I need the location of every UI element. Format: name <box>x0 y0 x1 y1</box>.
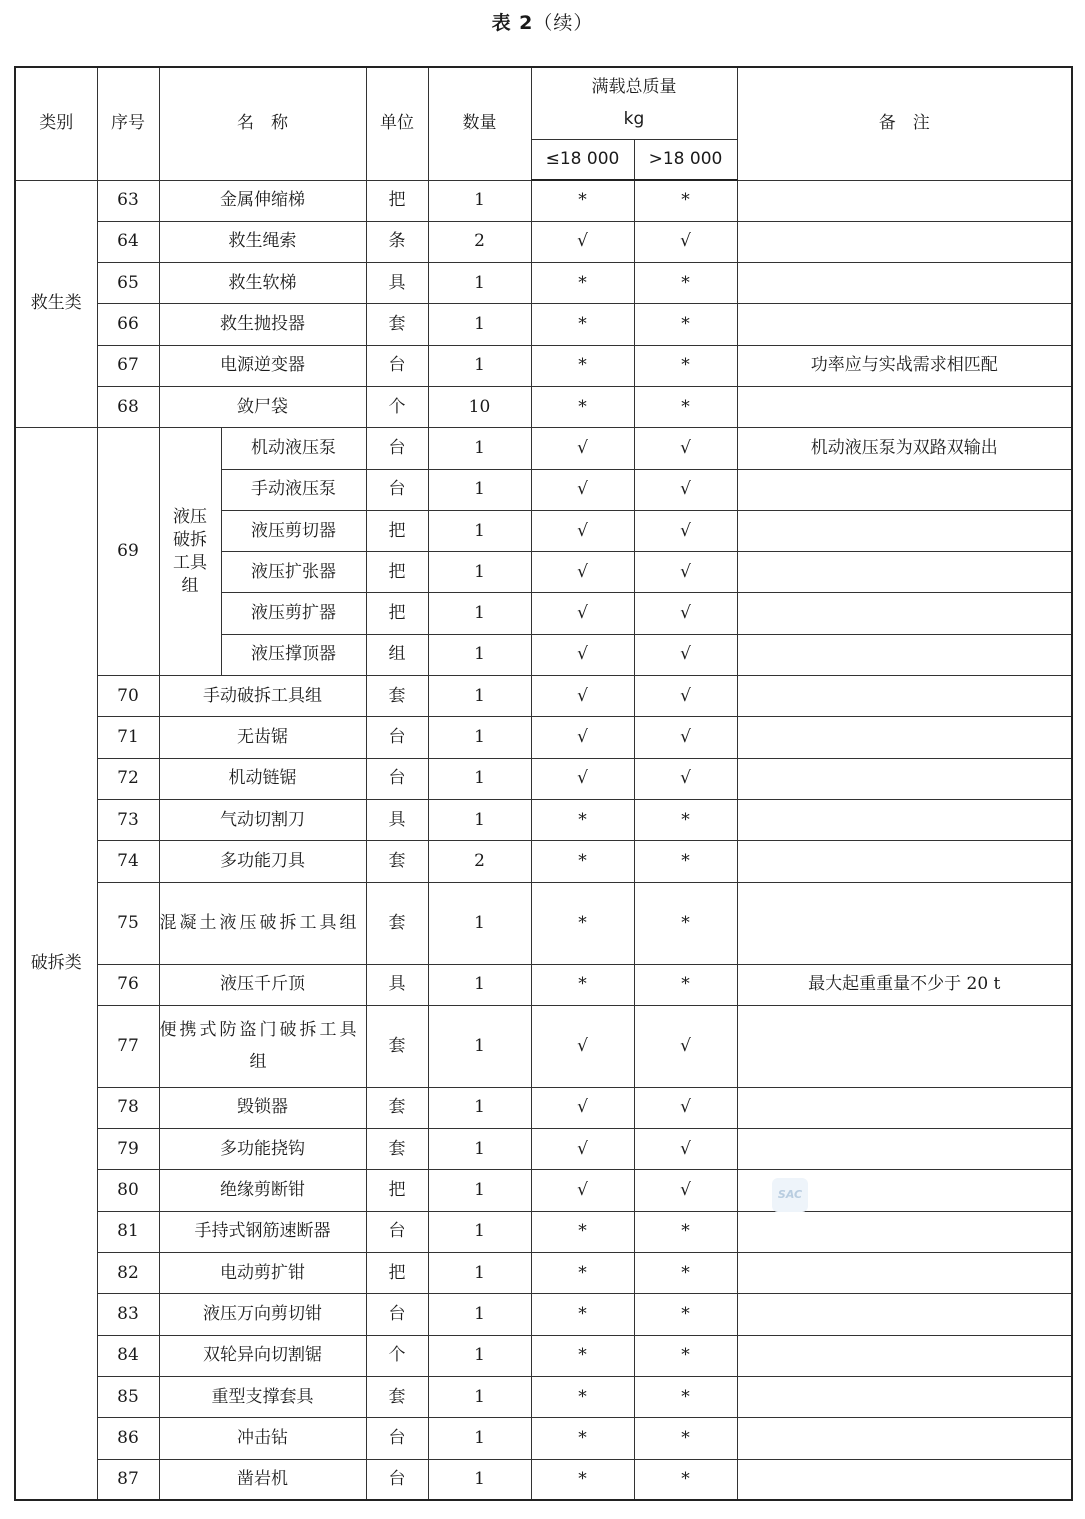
name-cell: 手动破拆工具组 <box>159 676 366 717</box>
seq-cell: 66 <box>97 304 159 345</box>
name-cell: 混凝土液压破拆工具组 <box>159 882 366 964</box>
qty-cell: 1 <box>428 1170 531 1211</box>
seq-cell: 82 <box>97 1253 159 1294</box>
mass-gt-cell: * <box>634 1294 737 1335</box>
mass-gt-cell: √ <box>634 510 737 551</box>
qty-cell: 2 <box>428 221 531 262</box>
unit-cell: 条 <box>366 221 428 262</box>
remark-cell <box>737 1253 1072 1294</box>
unit-cell: 把 <box>366 180 428 221</box>
mass-le-cell: * <box>531 1335 634 1376</box>
name-cell: 救生软梯 <box>159 263 366 304</box>
name-cell: 电源逆变器 <box>159 345 366 386</box>
seq-cell: 76 <box>97 964 159 1005</box>
unit-cell: 把 <box>366 552 428 593</box>
remark-cell <box>737 1294 1072 1335</box>
table-row <box>15 1253 1072 1294</box>
remark-cell <box>737 1005 1072 1087</box>
mass-le-cell: √ <box>531 758 634 799</box>
seq-cell: 63 <box>97 180 159 221</box>
qty-cell: 1 <box>428 1253 531 1294</box>
mass-gt-cell: √ <box>634 428 737 469</box>
seq-cell: 73 <box>97 799 159 840</box>
mass-gt-cell: √ <box>634 552 737 593</box>
mass-gt-cell: * <box>634 304 737 345</box>
mass-gt-cell: * <box>634 1253 737 1294</box>
name-cell: 重型支撑套具 <box>159 1376 366 1417</box>
mass-le-cell: √ <box>531 469 634 510</box>
unit-cell: 把 <box>366 1170 428 1211</box>
mass-le-cell: √ <box>531 552 634 593</box>
mass-gt-cell: * <box>634 263 737 304</box>
seq-cell: 80 <box>97 1170 159 1211</box>
remark-cell <box>737 1129 1072 1170</box>
table-row <box>15 1294 1072 1335</box>
table-row <box>15 428 1072 469</box>
remark-cell <box>737 1459 1072 1500</box>
unit-cell: 套 <box>366 1129 428 1170</box>
qty-cell: 1 <box>428 1211 531 1252</box>
table-row <box>15 882 1072 964</box>
unit-cell: 套 <box>366 1005 428 1087</box>
table-row <box>15 841 1072 882</box>
header-name: 名 称 <box>159 67 366 180</box>
unit-cell: 台 <box>366 469 428 510</box>
qty-cell: 1 <box>428 799 531 840</box>
name-cell: 绝缘剪断钳 <box>159 1170 366 1211</box>
mass-gt-cell: √ <box>634 1129 737 1170</box>
mass-le-cell: √ <box>531 1170 634 1211</box>
table-row <box>15 221 1072 262</box>
mass-gt-cell: √ <box>634 634 737 675</box>
unit-cell: 台 <box>366 345 428 386</box>
mass-gt-cell: √ <box>634 1005 737 1087</box>
mass-le-cell: √ <box>531 428 634 469</box>
mass-le-cell: * <box>531 1376 634 1417</box>
mass-gt-cell: * <box>634 1459 737 1500</box>
name-cell: 气动切割刀 <box>159 799 366 840</box>
qty-cell: 1 <box>428 1459 531 1500</box>
name-cell: 凿岩机 <box>159 1459 366 1500</box>
seq-cell: 83 <box>97 1294 159 1335</box>
mass-gt-cell: √ <box>634 593 737 634</box>
mass-le-cell: * <box>531 841 634 882</box>
seq-cell: 84 <box>97 1335 159 1376</box>
seq-cell: 85 <box>97 1376 159 1417</box>
table-row <box>15 1335 1072 1376</box>
unit-cell: 台 <box>366 717 428 758</box>
remark-cell <box>737 634 1072 675</box>
seq-cell: 86 <box>97 1418 159 1459</box>
remark-cell <box>737 593 1072 634</box>
table-row <box>15 304 1072 345</box>
header-unit: 单位 <box>366 67 428 180</box>
table-row <box>15 1459 1072 1500</box>
name-cell: 手动液压泵 <box>221 469 366 510</box>
unit-cell: 个 <box>366 386 428 427</box>
table-row <box>15 758 1072 799</box>
remark-cell <box>737 1087 1072 1128</box>
remark-cell <box>737 1211 1072 1252</box>
seq-cell: 81 <box>97 1211 159 1252</box>
remark-cell: 最大起重重量不少于 20 t <box>737 964 1072 1005</box>
category-cell: 破拆类 <box>15 428 97 1501</box>
name-cell: 机动链锯 <box>159 758 366 799</box>
unit-cell: 个 <box>366 1335 428 1376</box>
header-mass <box>531 67 737 139</box>
mass-gt-cell: √ <box>634 469 737 510</box>
name-cell: 机动液压泵 <box>221 428 366 469</box>
name-cell: 敛尸袋 <box>159 386 366 427</box>
qty-cell: 1 <box>428 1335 531 1376</box>
qty-cell: 2 <box>428 841 531 882</box>
unit-cell: 套 <box>366 1376 428 1417</box>
name-cell: 液压撑顶器 <box>221 634 366 675</box>
qty-cell: 1 <box>428 1294 531 1335</box>
mass-le-cell: * <box>531 304 634 345</box>
mass-gt-cell: * <box>634 1335 737 1376</box>
header-mass-unit: kg <box>623 109 645 130</box>
table-row <box>15 386 1072 427</box>
header-seq: 序号 <box>97 67 159 180</box>
name-cell: 液压剪切器 <box>221 510 366 551</box>
mass-le-cell: √ <box>531 634 634 675</box>
name-cell: 液压万向剪切钳 <box>159 1294 366 1335</box>
name-cell: 无齿锯 <box>159 717 366 758</box>
mass-le-cell: √ <box>531 717 634 758</box>
table-row <box>15 180 1072 221</box>
unit-cell: 台 <box>366 1418 428 1459</box>
name-cell: 双轮异向切割锯 <box>159 1335 366 1376</box>
table-row <box>15 263 1072 304</box>
qty-cell: 1 <box>428 1418 531 1459</box>
remark-cell <box>737 304 1072 345</box>
mass-le-cell: * <box>531 180 634 221</box>
mass-le-cell: √ <box>531 221 634 262</box>
table-row <box>15 1005 1072 1087</box>
mass-gt-cell: * <box>634 386 737 427</box>
table-row <box>15 964 1072 1005</box>
name-cell: 毁锁器 <box>159 1087 366 1128</box>
name-cell: 多功能挠钩 <box>159 1129 366 1170</box>
header-category: 类别 <box>15 67 97 180</box>
mass-le-cell: * <box>531 1211 634 1252</box>
mass-gt-cell: √ <box>634 717 737 758</box>
mass-le-cell: * <box>531 263 634 304</box>
table-row <box>15 1129 1072 1170</box>
seq-cell: 68 <box>97 386 159 427</box>
mass-gt-cell: √ <box>634 221 737 262</box>
mass-le-cell: √ <box>531 1129 634 1170</box>
header-mass-gt: >18 000 <box>634 139 737 180</box>
remark-cell <box>737 799 1072 840</box>
name-cell: 手持式钢筋速断器 <box>159 1211 366 1252</box>
remark-cell: 机动液压泵为双路双输出 <box>737 428 1072 469</box>
qty-cell: 1 <box>428 180 531 221</box>
seq-cell: 77 <box>97 1005 159 1087</box>
mass-gt-cell: * <box>634 882 737 964</box>
remark-cell <box>737 1335 1072 1376</box>
mass-le-cell: * <box>531 799 634 840</box>
qty-cell: 1 <box>428 1376 531 1417</box>
name-cell: 便携式防盗门破拆工具组 <box>159 1005 366 1087</box>
mass-gt-cell: * <box>634 1418 737 1459</box>
mass-le-cell: √ <box>531 1087 634 1128</box>
unit-cell: 套 <box>366 304 428 345</box>
unit-cell: 套 <box>366 1087 428 1128</box>
header-mass-title: 满载总质量 <box>591 77 677 98</box>
unit-cell: 具 <box>366 799 428 840</box>
remark-cell <box>737 386 1072 427</box>
unit-cell: 台 <box>366 1211 428 1252</box>
remark-cell <box>737 469 1072 510</box>
table-row <box>15 1211 1072 1252</box>
qty-cell: 1 <box>428 1005 531 1087</box>
unit-cell: 把 <box>366 593 428 634</box>
mass-gt-cell: * <box>634 345 737 386</box>
table-row <box>15 1376 1072 1417</box>
remark-cell <box>737 1418 1072 1459</box>
unit-cell: 台 <box>366 1294 428 1335</box>
remark-cell <box>737 180 1072 221</box>
table-row <box>15 1418 1072 1459</box>
mass-le-cell: * <box>531 1418 634 1459</box>
name-cell: 救生抛投器 <box>159 304 366 345</box>
header-qty: 数量 <box>428 67 531 180</box>
mass-gt-cell: √ <box>634 758 737 799</box>
unit-cell: 套 <box>366 841 428 882</box>
qty-cell: 1 <box>428 304 531 345</box>
remark-cell <box>737 510 1072 551</box>
unit-cell: 把 <box>366 510 428 551</box>
table-row <box>15 1170 1072 1211</box>
mass-le-cell: * <box>531 345 634 386</box>
name-cell: 多功能刀具 <box>159 841 366 882</box>
subgroup-label: 液压破拆工具组 <box>173 506 207 596</box>
remark-cell <box>737 717 1072 758</box>
qty-cell: 1 <box>428 428 531 469</box>
unit-cell: 台 <box>366 1459 428 1500</box>
mass-le-cell: √ <box>531 676 634 717</box>
remark-cell <box>737 1376 1072 1417</box>
name-cell: 液压扩张器 <box>221 552 366 593</box>
name-cell: 金属伸缩梯 <box>159 180 366 221</box>
qty-cell: 1 <box>428 593 531 634</box>
mass-gt-cell: * <box>634 180 737 221</box>
mass-gt-cell: * <box>634 964 737 1005</box>
remark-cell <box>737 221 1072 262</box>
header-mass-le: ≤18 000 <box>531 139 634 180</box>
name-cell: 电动剪扩钳 <box>159 1253 366 1294</box>
seq-cell: 75 <box>97 882 159 964</box>
mass-gt-cell: * <box>634 841 737 882</box>
category-cell: 救生类 <box>15 180 97 428</box>
mass-le-cell: * <box>531 1459 634 1500</box>
seq-cell: 69 <box>97 428 159 676</box>
table-row <box>15 676 1072 717</box>
remark-cell: 功率应与实战需求相匹配 <box>737 345 1072 386</box>
qty-cell: 1 <box>428 345 531 386</box>
name-cell: 救生绳索 <box>159 221 366 262</box>
qty-cell: 1 <box>428 1129 531 1170</box>
unit-cell: 组 <box>366 634 428 675</box>
mass-le-cell: √ <box>531 593 634 634</box>
qty-cell: 1 <box>428 263 531 304</box>
header-remark: 备 注 <box>737 67 1072 180</box>
mass-gt-cell: √ <box>634 676 737 717</box>
mass-gt-cell: √ <box>634 1170 737 1211</box>
mass-gt-cell: * <box>634 1211 737 1252</box>
mass-le-cell: * <box>531 1253 634 1294</box>
unit-cell: 具 <box>366 964 428 1005</box>
seq-cell: 65 <box>97 263 159 304</box>
table-caption <box>0 8 1085 38</box>
qty-cell: 1 <box>428 469 531 510</box>
remark-cell <box>737 552 1072 593</box>
unit-cell: 套 <box>366 676 428 717</box>
unit-cell: 台 <box>366 428 428 469</box>
seq-cell: 70 <box>97 676 159 717</box>
remark-cell <box>737 263 1072 304</box>
unit-cell: 具 <box>366 263 428 304</box>
table-caption-number: 表 2 <box>491 12 534 34</box>
subgroup-name-cell <box>159 428 221 676</box>
qty-cell: 10 <box>428 386 531 427</box>
seq-cell: 64 <box>97 221 159 262</box>
mass-le-cell: * <box>531 386 634 427</box>
seq-cell: 67 <box>97 345 159 386</box>
sac-watermark: SAC <box>772 1178 808 1212</box>
mass-gt-cell: * <box>634 799 737 840</box>
qty-cell: 1 <box>428 634 531 675</box>
table-caption-continued: （续） <box>533 12 594 34</box>
qty-cell: 1 <box>428 510 531 551</box>
table-row <box>15 799 1072 840</box>
remark-cell <box>737 758 1072 799</box>
mass-le-cell: √ <box>531 1005 634 1087</box>
name-cell: 冲击钻 <box>159 1418 366 1459</box>
table-row <box>15 345 1072 386</box>
unit-cell: 套 <box>366 882 428 964</box>
mass-le-cell: * <box>531 964 634 1005</box>
remark-cell <box>737 841 1072 882</box>
mass-le-cell: * <box>531 1294 634 1335</box>
qty-cell: 1 <box>428 964 531 1005</box>
mass-gt-cell: √ <box>634 1087 737 1128</box>
qty-cell: 1 <box>428 552 531 593</box>
equipment-table <box>14 66 1073 1501</box>
seq-cell: 87 <box>97 1459 159 1500</box>
seq-cell: 72 <box>97 758 159 799</box>
unit-cell: 把 <box>366 1253 428 1294</box>
seq-cell: 79 <box>97 1129 159 1170</box>
name-cell: 液压剪扩器 <box>221 593 366 634</box>
seq-cell: 78 <box>97 1087 159 1128</box>
mass-gt-cell: * <box>634 1376 737 1417</box>
seq-cell: 74 <box>97 841 159 882</box>
qty-cell: 1 <box>428 676 531 717</box>
qty-cell: 1 <box>428 758 531 799</box>
mass-le-cell: * <box>531 882 634 964</box>
seq-cell: 71 <box>97 717 159 758</box>
mass-le-cell: √ <box>531 510 634 551</box>
qty-cell: 1 <box>428 882 531 964</box>
remark-cell <box>737 882 1072 964</box>
name-cell: 液压千斤顶 <box>159 964 366 1005</box>
remark-cell <box>737 676 1072 717</box>
unit-cell: 台 <box>366 758 428 799</box>
table-row <box>15 1087 1072 1128</box>
qty-cell: 1 <box>428 717 531 758</box>
qty-cell: 1 <box>428 1087 531 1128</box>
table-row <box>15 717 1072 758</box>
